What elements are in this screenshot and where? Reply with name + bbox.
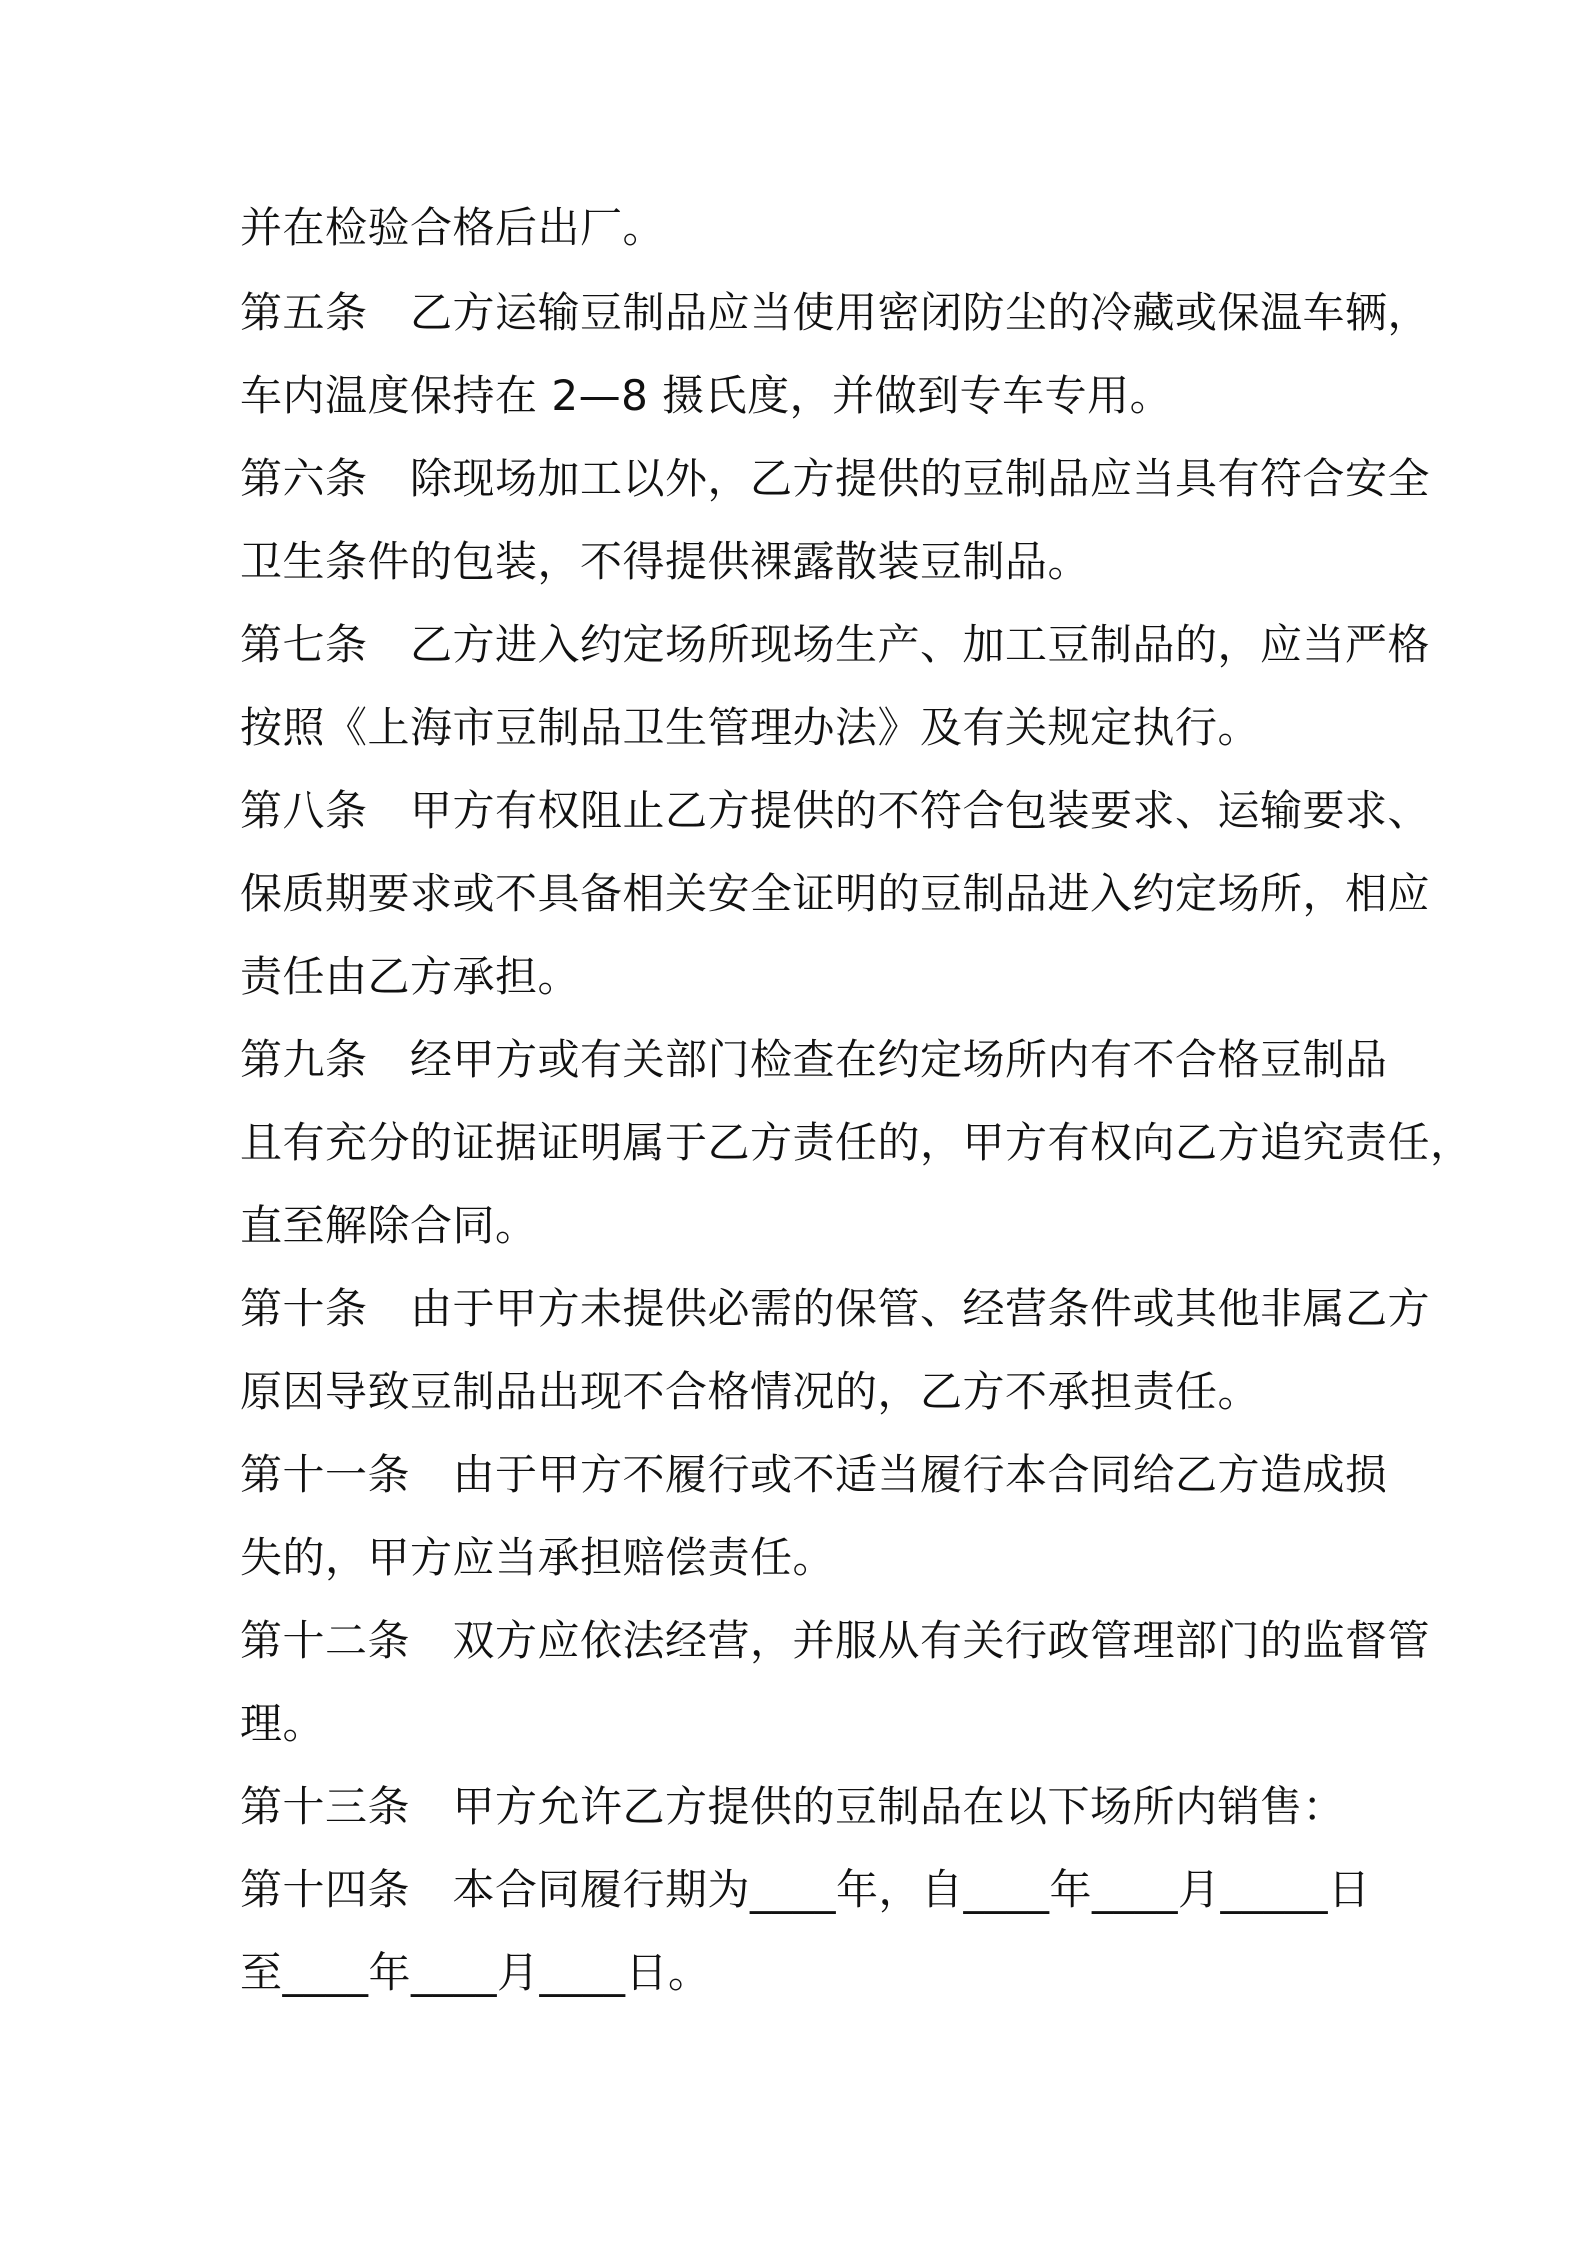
text-line: 第七条 乙方进入约定场所现场生产、加工豆制品的，应当严格: [240, 620, 1431, 669]
text-line: 至____年____月____日。: [240, 1948, 711, 1997]
text-line: 按照《上海市豆制品卫生管理办法》及有关规定执行。: [240, 703, 1261, 752]
text-line: 卫生条件的包装，不得提供裸露散装豆制品。: [240, 537, 1091, 586]
text-line: 第十条 由于甲方未提供必需的保管、经营条件或其他非属乙方: [240, 1284, 1431, 1333]
text-line: 第十四条 本合同履行期为____年，自____年____月_____日: [240, 1865, 1371, 1914]
text-line: 第六条 除现场加工以外，乙方提供的豆制品应当具有符合安全: [240, 454, 1431, 503]
text-line: 理。: [240, 1699, 326, 1748]
text-line: 并在检验合格后出厂。: [240, 203, 666, 252]
text-line: 失的，甲方应当承担赔偿责任。: [240, 1533, 836, 1582]
text-line: 直至解除合同。: [240, 1201, 538, 1250]
text-line: 第十一条 由于甲方不履行或不适当履行本合同给乙方造成损: [240, 1450, 1388, 1499]
text-line: 第十三条 甲方允许乙方提供的豆制品在以下场所内销售：: [240, 1782, 1346, 1831]
text-line: 第五条 乙方运输豆制品应当使用密闭防尘的冷藏或保温车辆，: [240, 288, 1431, 337]
text-line: 车内温度保持在 2—8 摄氏度，并做到专车专用。: [240, 371, 1173, 420]
text-line: 且有充分的证据证明属于乙方责任的，甲方有权向乙方追究责任，: [240, 1118, 1473, 1167]
text-line: 第八条 甲方有权阻止乙方提供的不符合包装要求、运输要求、: [240, 786, 1431, 835]
text-line: 原因导致豆制品出现不合格情况的，乙方不承担责任。: [240, 1367, 1261, 1416]
text-line: 保质期要求或不具备相关安全证明的豆制品进入约定场所，相应: [240, 869, 1431, 918]
text-line: 第十二条 双方应依法经营，并服从有关行政管理部门的监督管: [240, 1616, 1431, 1665]
text-line: 责任由乙方承担。: [240, 952, 581, 1001]
text-line: 第九条 经甲方或有关部门检查在约定场所内有不合格豆制品: [240, 1035, 1388, 1084]
